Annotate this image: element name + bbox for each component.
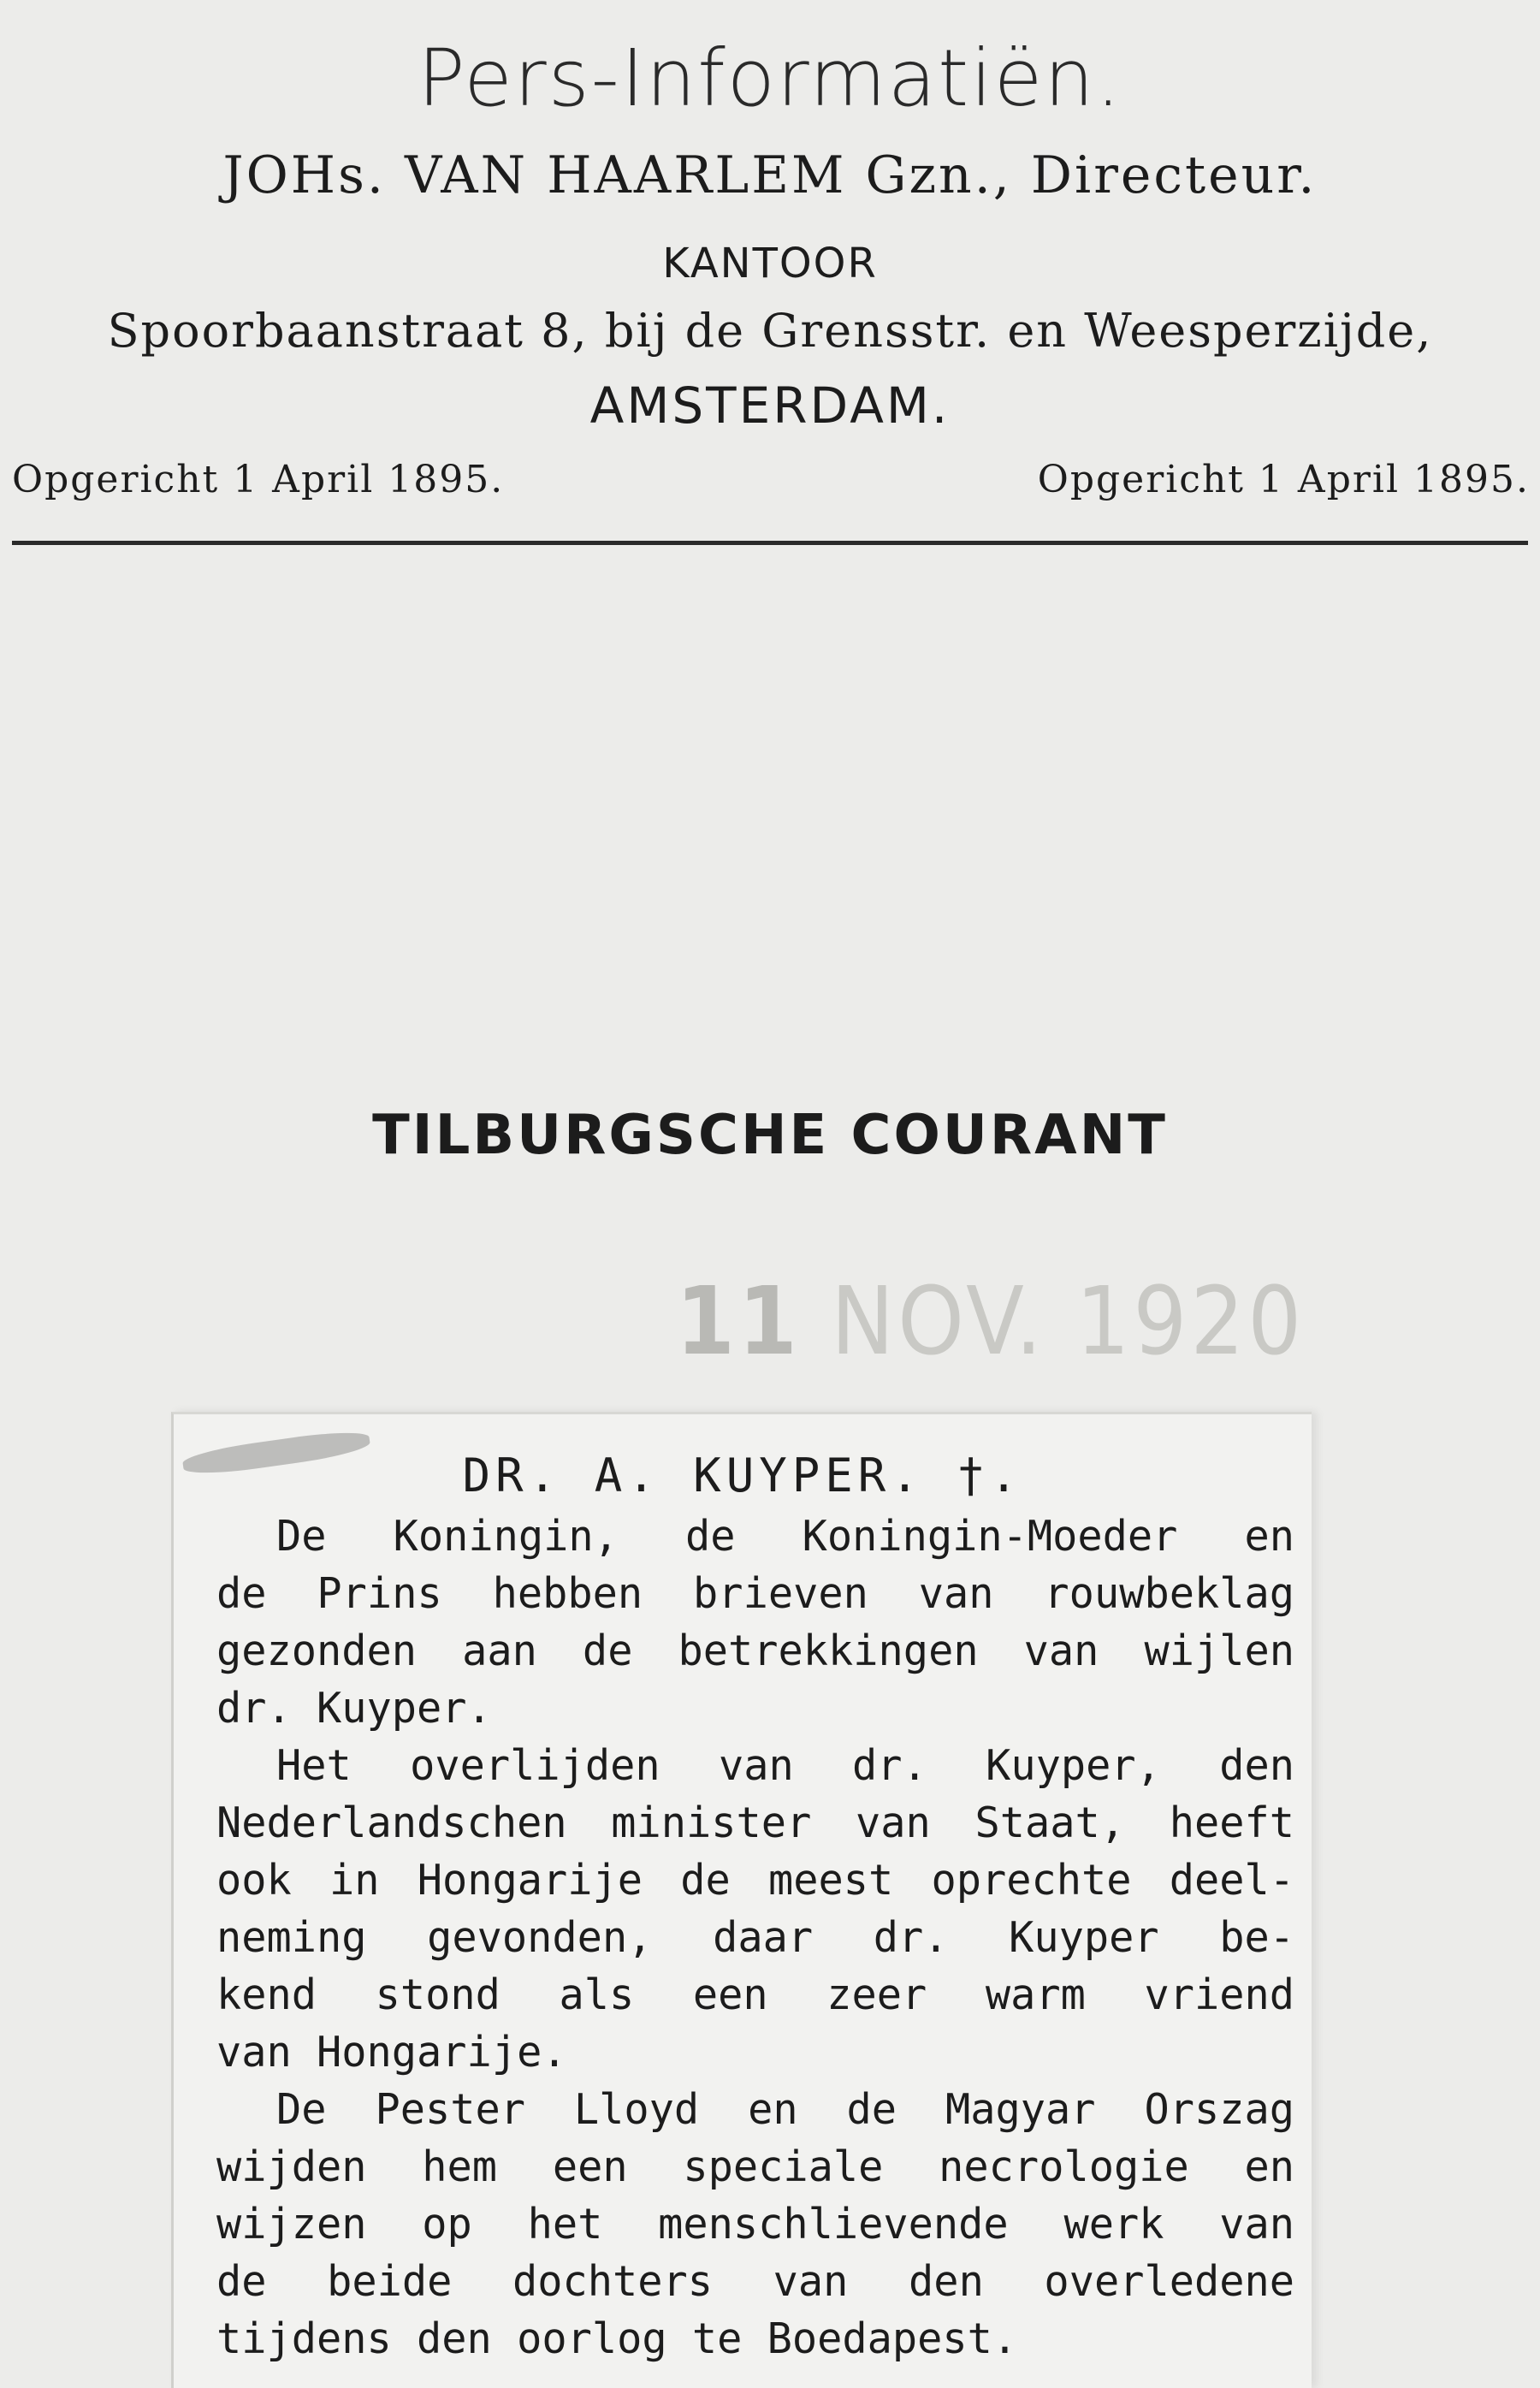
office-city: AMSTERDAM. xyxy=(589,376,951,435)
date-stamp xyxy=(676,1266,1305,1376)
letterhead-title: Pers-Informatiën. xyxy=(418,33,1122,124)
article-line: dr. Kuyper. xyxy=(216,1685,492,1733)
article-line: ook in Hongarije de meest oprechte deel- xyxy=(216,1857,1294,1905)
header-divider xyxy=(12,541,1528,545)
newspaper-name: TILBURGSCHE COURANT xyxy=(372,1104,1168,1167)
article-title: DR. A. KUYPER. †. xyxy=(462,1449,1023,1502)
founded-date-right: Opgericht 1 April 1895. xyxy=(1037,458,1530,501)
article-line: De Pester Lloyd en de Magyar Orszag xyxy=(276,2086,1294,2134)
office-label: KANTOOR xyxy=(662,240,878,287)
article-line: wijden hem een speciale necrologie en xyxy=(216,2143,1294,2191)
date-stamp-day: 11 xyxy=(676,1266,801,1376)
article-line: kend stond als een zeer warm vriend xyxy=(216,1971,1294,2019)
article-line: wijzen op het menschlievende werk van xyxy=(216,2201,1294,2249)
date-stamp-rest: NOV. 1920 xyxy=(831,1266,1306,1376)
article-line: tijdens den oorlog te Boedapest. xyxy=(216,2315,1018,2363)
article-line: de beide dochters van den overledene xyxy=(216,2258,1294,2306)
founded-date-left: Opgericht 1 April 1895. xyxy=(12,458,505,501)
article-line: neming gevonden, daar dr. Kuyper be- xyxy=(216,1914,1294,1962)
office-address: Spoorbaanstraat 8, bij de Grensstr. en Weesperzijde, xyxy=(107,304,1433,358)
article-line: De Koningin, de Koningin-Moeder en xyxy=(276,1513,1294,1561)
newspaper-clipping xyxy=(171,1412,1312,2388)
article-body xyxy=(216,1508,1294,2368)
article-line: de Prins hebben brieven van rouwbeklag xyxy=(216,1570,1294,1618)
article-line: Het overlijden van dr. Kuyper, den xyxy=(276,1742,1294,1790)
article-line: gezonden aan de betrekkingen van wijlen xyxy=(216,1627,1294,1675)
article-line: Nederlandschen minister van Staat, heeft xyxy=(216,1799,1294,1847)
director-line: JOHs. VAN HAARLEM Gzn., Directeur. xyxy=(222,145,1318,205)
article-line: van Hongarije. xyxy=(216,2029,567,2077)
